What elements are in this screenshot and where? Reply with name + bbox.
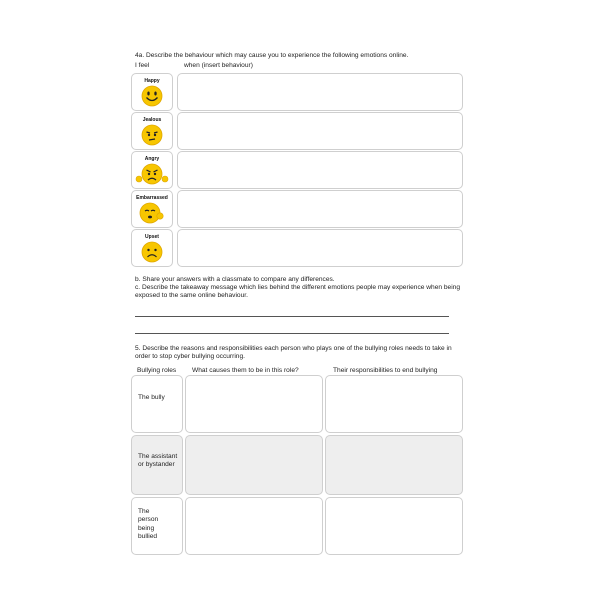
- role-cell-person-bullied: [131, 497, 183, 555]
- column-header-i-feel: I feel: [135, 62, 150, 69]
- emotion-icon-cell-angry: [131, 151, 173, 189]
- causes-answer-bystander[interactable]: [185, 435, 323, 495]
- role-cell-bully: [131, 375, 183, 433]
- question-5-title: 5. Describe the reasons and responsibilities each person who plays one of the bullying roles needs to take in order to stop cyber bullying occurring.: [135, 345, 452, 361]
- emotion-icon-cell-upset: [131, 229, 173, 267]
- question-4c-text: c. Describe the takeaway message which lies behind the different emotions people may experience when being exposed to the same online behaviour.: [135, 284, 460, 300]
- behaviour-answer-jealous[interactable]: [177, 112, 463, 150]
- role-cell-bystander: [131, 435, 183, 495]
- emotion-label-jealous: Jealous: [142, 116, 162, 123]
- behaviour-answer-upset[interactable]: [177, 229, 463, 267]
- emotion-icon-cell-happy: [131, 73, 173, 111]
- responsibilities-answer-person-bullied[interactable]: [325, 497, 463, 555]
- causes-answer-bully[interactable]: [185, 375, 323, 433]
- smiling-face-icon: [141, 85, 163, 107]
- embarrassed-face-icon: [139, 202, 165, 224]
- answer-line-2[interactable]: [135, 333, 449, 334]
- behaviour-answer-happy[interactable]: [177, 73, 463, 111]
- role-label-bystander: The assistant or bystander: [138, 453, 178, 469]
- responsibilities-answer-bystander[interactable]: [325, 435, 463, 495]
- causes-answer-person-bullied[interactable]: [185, 497, 323, 555]
- emotion-icon-cell-jealous: [131, 112, 173, 150]
- role-label-bully: The bully: [138, 394, 165, 401]
- column-header-when: when (insert behaviour): [184, 62, 253, 69]
- answer-line-1[interactable]: [135, 316, 449, 317]
- behaviour-answer-embarrassed[interactable]: [177, 190, 463, 228]
- emotion-icon-cell-embarrassed: [131, 190, 173, 228]
- emotion-label-angry: Angry: [144, 155, 160, 162]
- jealous-face-icon: [141, 124, 163, 146]
- question-4b-text: b. Share your answers with a classmate to compare any differences.: [135, 276, 335, 283]
- responsibilities-answer-bully[interactable]: [325, 375, 463, 433]
- angry-face-icon: [135, 163, 169, 185]
- question-4a-title: 4a. Describe the behaviour which may cause you to experience the following emotions online.: [135, 52, 409, 59]
- column-header-causes: What causes them to be in this role?: [192, 367, 299, 374]
- column-header-responsibilities: Their responsibilities to end bullying: [333, 367, 438, 374]
- sad-face-icon: [141, 241, 163, 263]
- emotion-label-upset: Upset: [145, 233, 159, 240]
- role-label-person-bullied: The person being bullied: [138, 508, 159, 541]
- emotion-label-embarrassed: Embarrassed: [136, 194, 168, 201]
- column-header-bullying-roles: Bullying roles: [137, 367, 177, 374]
- emotion-label-happy: Happy: [144, 77, 160, 84]
- behaviour-answer-angry[interactable]: [177, 151, 463, 189]
